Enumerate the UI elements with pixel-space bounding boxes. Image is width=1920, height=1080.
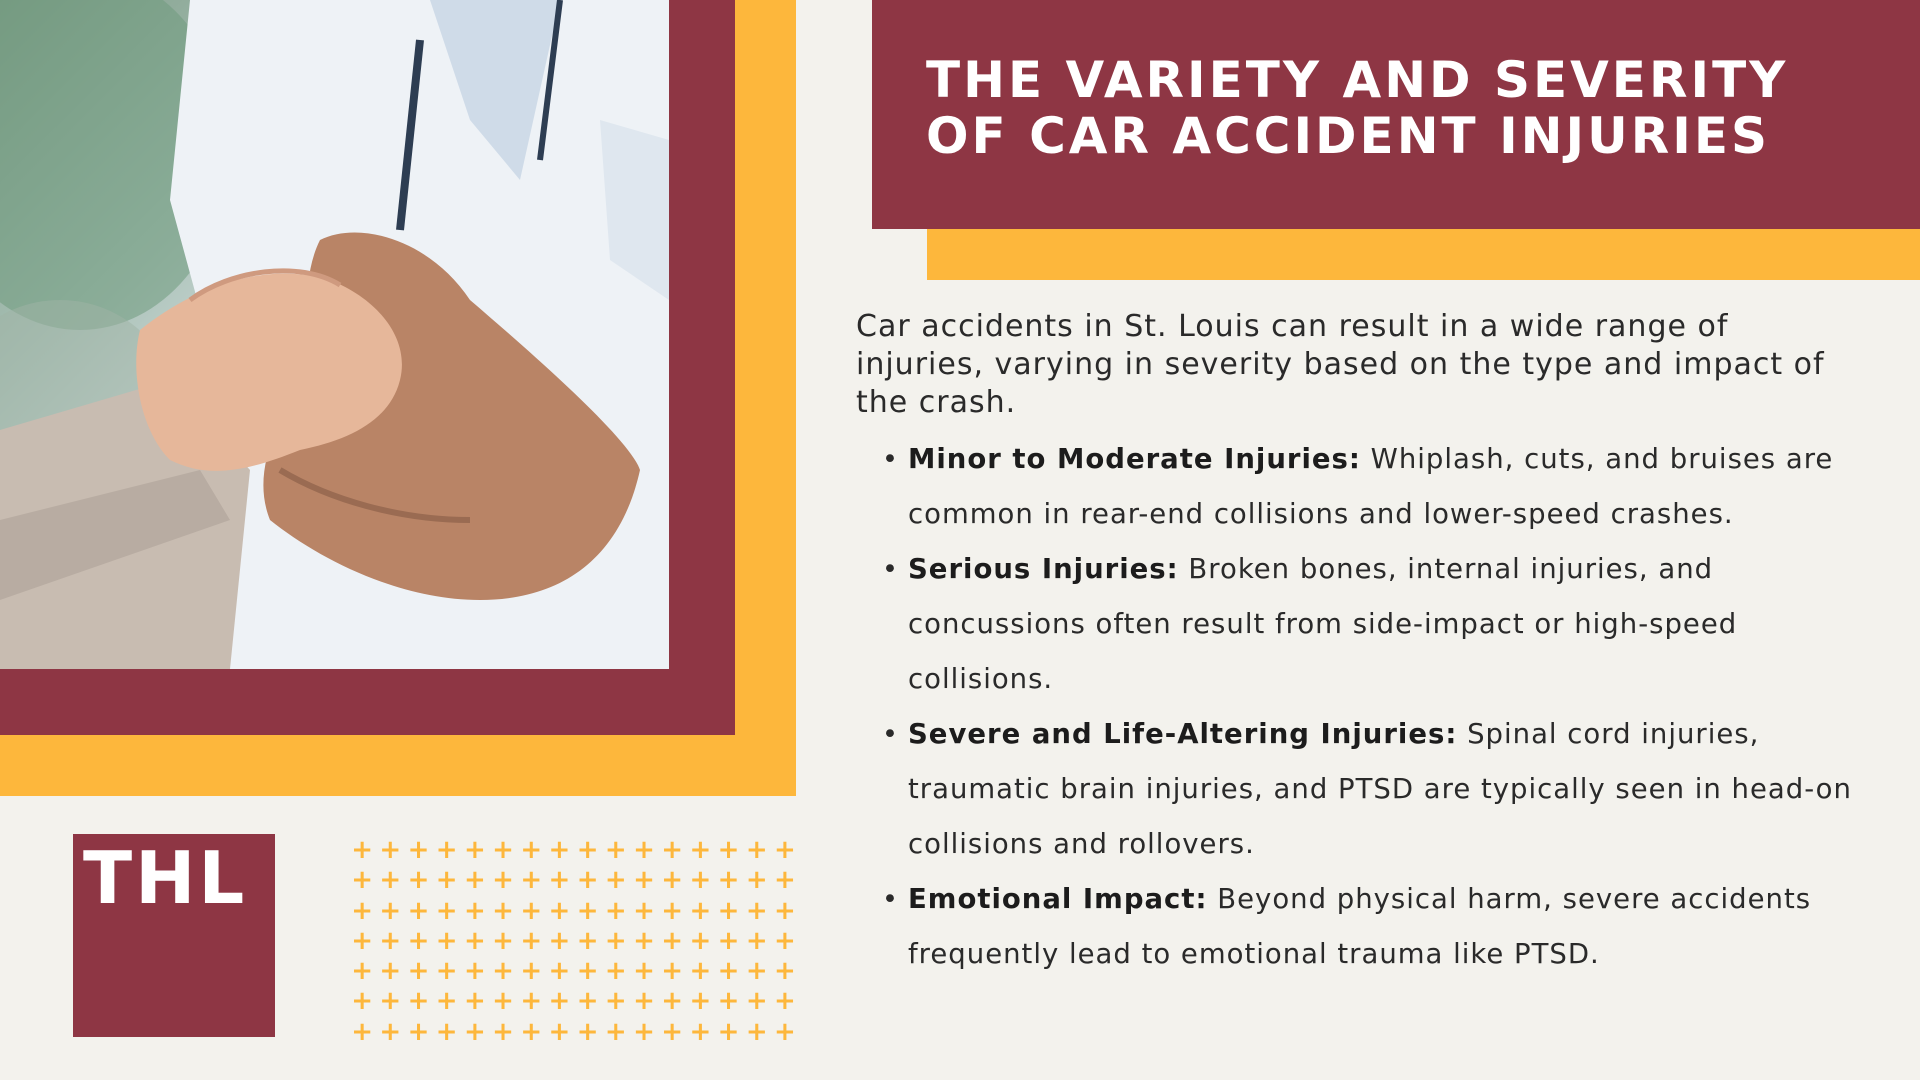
plus-icon: + [351, 925, 373, 956]
plus-icon: + [661, 986, 684, 1017]
plus-icon: + [774, 925, 796, 956]
plus-icon: + [435, 1016, 458, 1047]
plus-icon: + [435, 925, 458, 956]
plus-icon: + [351, 1016, 373, 1047]
plus-icon: + [633, 1016, 655, 1047]
bullet-dot-icon: • [882, 719, 899, 750]
plus-icon: + [774, 956, 796, 987]
plus-icon: + [407, 865, 430, 896]
hands-photo [0, 0, 669, 669]
plus-icon: + [661, 1016, 684, 1047]
plus-icon: + [463, 1016, 486, 1047]
plus-icon: + [717, 925, 740, 956]
plus-icon: + [745, 835, 768, 865]
plus-icon: + [689, 925, 712, 956]
list-item [860, 872, 1880, 982]
plus-icon: + [435, 865, 458, 896]
plus-icon: + [492, 835, 514, 865]
plus-icon: + [717, 865, 740, 896]
plus-icon: + [492, 925, 514, 956]
plus-icon: + [548, 1016, 571, 1047]
plus-icon: + [604, 865, 627, 896]
bullet-dot-icon: • [882, 554, 899, 585]
plus-icon: + [548, 835, 571, 865]
plus-icon: + [633, 986, 655, 1017]
plus-icon: + [463, 986, 486, 1017]
plus-icon: + [745, 986, 768, 1017]
list-item [860, 432, 1880, 542]
plus-icon: + [407, 925, 430, 956]
plus-icon: + [604, 986, 627, 1017]
plus-icon: + [774, 1016, 796, 1047]
bullet-label: Serious Injuries: [908, 553, 1179, 585]
plus-icon: + [774, 986, 796, 1017]
plus-icon: + [604, 1016, 627, 1047]
plus-icon: + [604, 956, 627, 987]
plus-icon: + [548, 956, 571, 987]
list-item [860, 542, 1880, 707]
plus-icon: + [576, 956, 599, 987]
plus-icon: + [745, 956, 768, 987]
plus-icon: + [407, 986, 430, 1017]
plus-icon: + [576, 925, 599, 956]
bullet-label: Minor to Moderate Injuries: [908, 443, 1361, 475]
plus-icon: + [745, 1016, 768, 1047]
plus-icon: + [492, 865, 514, 896]
plus-icon: + [520, 1016, 543, 1047]
plus-icon: + [717, 1016, 740, 1047]
plus-icon: + [463, 835, 486, 865]
plus-icon: + [351, 895, 373, 926]
plus-icon: + [520, 865, 543, 896]
plus-icon: + [492, 956, 514, 987]
plus-icon: + [604, 895, 627, 926]
bullet-label: Severe and Life-Altering Injuries: [908, 718, 1458, 750]
bullet-text: Beyond physical harm, severe accidents frequently lead to emotional trauma like PTSD. [908, 883, 1812, 970]
plus-icon: + [774, 865, 796, 896]
plus-icon: + [379, 986, 402, 1017]
plus-icon: + [435, 956, 458, 987]
plus-icon: + [689, 956, 712, 987]
bullet-label: Emotional Impact: [908, 883, 1208, 915]
plus-icon: + [576, 835, 599, 865]
plus-icon: + [492, 1016, 514, 1047]
plus-icon: + [633, 895, 655, 926]
plus-icon: + [492, 895, 514, 926]
plus-icon: + [633, 835, 655, 865]
plus-icon: + [774, 895, 796, 926]
plus-icon: + [661, 835, 684, 865]
plus-icon: + [379, 925, 402, 956]
plus-icon: + [407, 956, 430, 987]
plus-icon: + [379, 835, 402, 865]
plus-icon: + [520, 956, 543, 987]
plus-icon: + [661, 895, 684, 926]
plus-icon: + [435, 986, 458, 1017]
plus-icon: + [774, 835, 796, 865]
plus-icon: + [520, 895, 543, 926]
thl-logo [73, 834, 275, 1037]
plus-icon: + [604, 925, 627, 956]
plus-icon: + [661, 956, 684, 987]
plus-icon: + [379, 895, 402, 926]
plus-icon: + [435, 835, 458, 865]
plus-icon: + [520, 925, 543, 956]
plus-icon: + [520, 986, 543, 1017]
plus-icon: + [717, 986, 740, 1017]
plus-icon: + [492, 986, 514, 1017]
plus-icon: + [633, 925, 655, 956]
plus-icon: + [379, 1016, 402, 1047]
bullet-dot-icon: • [882, 444, 899, 475]
plus-icon: + [407, 1016, 430, 1047]
plus-icon: + [633, 865, 655, 896]
plus-icon: + [351, 956, 373, 987]
bullet-text: Whiplash, cuts, and bruises are common in rear-end collisions and lower-speed crashes. [908, 443, 1834, 530]
plus-icon: + [689, 986, 712, 1017]
bullet-text: Broken bones, internal injuries, and concussions often result from side-impact or high-speed collisions. [908, 553, 1738, 695]
plus-icon: + [576, 1016, 599, 1047]
plus-icon: + [435, 895, 458, 926]
plus-icon: + [463, 865, 486, 896]
plus-icon: + [351, 835, 373, 865]
plus-icon: + [351, 865, 373, 896]
plus-icon: + [661, 865, 684, 896]
plus-icon: + [689, 1016, 712, 1047]
plus-icon: + [379, 956, 402, 987]
plus-icon: + [576, 986, 599, 1017]
plus-icon: + [717, 895, 740, 926]
plus-icon: + [463, 895, 486, 926]
plus-icon: + [717, 956, 740, 987]
plus-icon: + [548, 925, 571, 956]
logo-text: THL [83, 836, 248, 920]
intro-paragraph: Car accidents in St. Louis can result in a wide range of injuries, varying in severity based on the type and impact of the crash. [856, 309, 1825, 420]
plus-icon: + [520, 835, 543, 865]
plus-icon: + [745, 895, 768, 926]
plus-icon: + [463, 956, 486, 987]
title-accent-bar [927, 228, 1920, 280]
plus-icon: + [548, 895, 571, 926]
plus-icon: + [548, 986, 571, 1017]
plus-icon: + [689, 865, 712, 896]
plus-icon: + [351, 986, 373, 1017]
plus-icon: + [379, 865, 402, 896]
bullet-text: Spinal cord injuries, traumatic brain injuries, and PTSD are typically seen in head-on collisions and rollovers. [908, 718, 1852, 860]
bullet-dot-icon: • [882, 884, 899, 915]
plus-icon: + [463, 925, 486, 956]
injury-list [860, 432, 1880, 982]
plus-icon: + [689, 835, 712, 865]
list-item [860, 707, 1880, 872]
plus-icon: + [745, 925, 768, 956]
plus-icon: + [745, 865, 768, 896]
hands-illustration [0, 0, 669, 669]
plus-pattern [348, 835, 799, 1047]
plus-icon: + [661, 925, 684, 956]
plus-icon: + [604, 835, 627, 865]
page-title: THE VARIETY AND SEVERITY OF CAR ACCIDENT INJURIES [926, 51, 1789, 165]
plus-icon: + [576, 865, 599, 896]
plus-icon: + [633, 956, 655, 987]
plus-icon: + [689, 895, 712, 926]
plus-icon: + [717, 835, 740, 865]
plus-icon: + [407, 835, 430, 865]
plus-icon: + [576, 895, 599, 926]
plus-icon: + [407, 895, 430, 926]
plus-icon: + [548, 865, 571, 896]
